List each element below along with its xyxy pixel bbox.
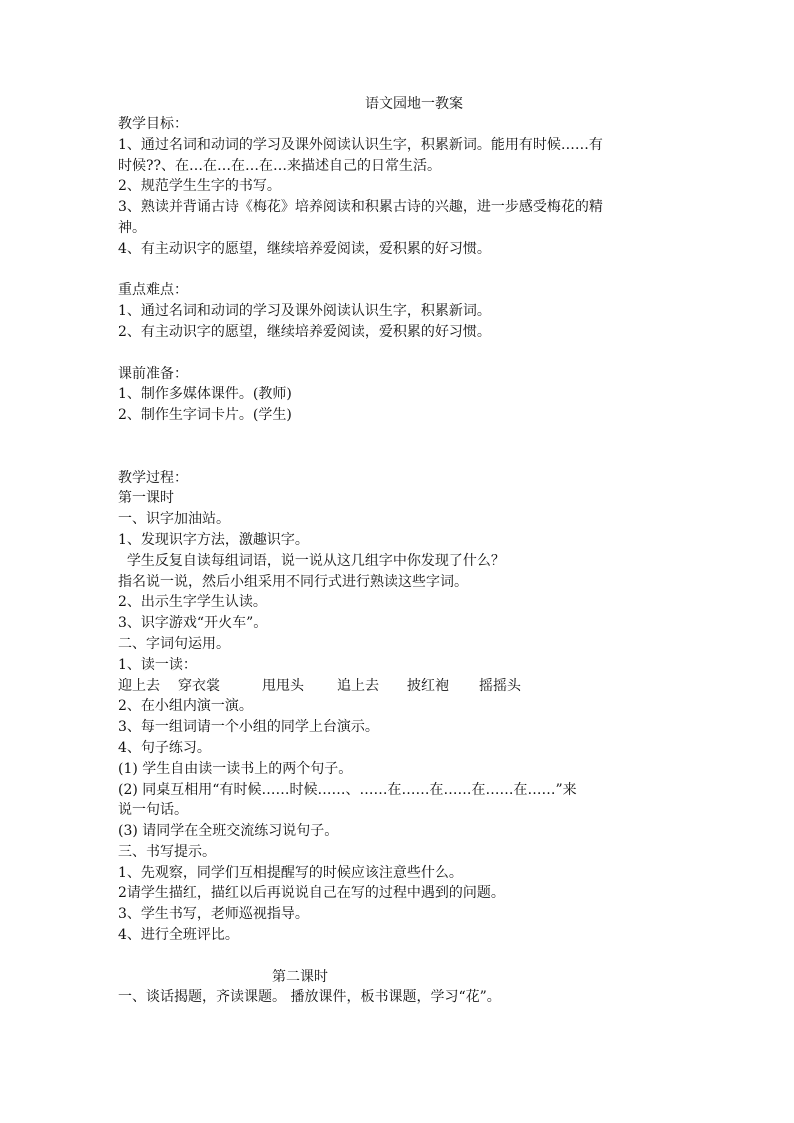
goal-line: 时候??、在…在…在…在…来描述自己的日常生活。	[118, 157, 442, 174]
preparation-heading: 课前准备：	[118, 365, 188, 382]
process-line: (3) 请同学在全班交流练习说句子。	[118, 823, 339, 840]
process-line: 二、字词句运用。	[118, 635, 230, 652]
document-title: 语文园地一教案	[365, 96, 463, 112]
spacer	[118, 343, 680, 364]
spacer	[118, 946, 680, 967]
word-item: 披红袍	[407, 677, 449, 694]
word-item: 迎上去	[118, 677, 160, 694]
process-line: 说一句话。	[118, 802, 188, 819]
word-item: 追上去	[337, 677, 379, 694]
process-line: 2、出示生字学生认读。	[118, 594, 267, 611]
spacer	[118, 260, 680, 281]
process-line: 3、每一组词请一个小组的同学上台演示。	[118, 719, 379, 736]
process-line: 指名说一说，然后小组采用不同行式进行熟读这些字词。	[118, 573, 468, 590]
process-line: 2、在小组内演一演。	[118, 698, 253, 715]
goal-line: 1、通过名词和动词的学习及课外阅读认识生字，积累新词。能用有时候……有	[118, 136, 603, 153]
process-line: (1) 学生自由读一读书上的两个句子。	[118, 760, 353, 777]
goals-heading: 教学目标：	[118, 116, 188, 132]
spacer	[118, 426, 680, 468]
goal-line: 3、熟读并背诵古诗《梅花》培养阅读和积累古诗的兴趣，进一步感受梅花的精	[118, 199, 603, 216]
process-line: 4、进行全班评比。	[118, 927, 239, 944]
process-line: 学生反复自读每组词语，说一说从这几组字中你发现了什么？	[118, 552, 505, 569]
word-item: 摇摇头	[479, 677, 521, 694]
process-line: 4、句子练习。	[118, 739, 211, 756]
goal-line: 神。	[118, 219, 146, 236]
second-lesson-line: 一、谈话揭题，齐读课题。 播放课件，板书课题，学习“花”。	[118, 989, 501, 1006]
goals-list	[118, 135, 680, 260]
key-points-heading: 重点难点：	[118, 282, 188, 299]
process-line: 2请学生描红，描红以后再说说自己在写的过程中遇到的问题。	[118, 885, 505, 902]
key-point-line: 1、通过名词和动词的学习及课外阅读认识生字，积累新词。	[118, 303, 491, 320]
preparation-line: 2、制作生字词卡片。(学生)	[118, 407, 292, 424]
word-item: 穿衣裳	[178, 677, 220, 694]
process-line: 一、识字加油站。	[118, 511, 230, 528]
process-line: 3、识字游戏“开火车”。	[118, 615, 268, 632]
second-lesson-heading: 第二课时	[272, 968, 328, 985]
process-heading: 教学过程：	[118, 469, 188, 486]
process-line: 1、发现识字方法，激趣识字。	[118, 531, 309, 548]
process-line: 三、书写提示。	[118, 843, 216, 860]
goal-line: 4、有主动识字的愿望，继续培养爱阅读，爱积累的好习惯。	[118, 240, 491, 257]
goal-line: 2、规范学生生字的书写。	[118, 178, 281, 195]
process-line: 3、学生书写，老师巡视指导。	[118, 906, 309, 923]
lesson-plan-page	[118, 94, 680, 1008]
process-line: (2) 同桌互相用“有时候……时候……、……在……在……在……在……”来	[118, 781, 577, 798]
word-list-row	[118, 676, 680, 697]
preparation-line: 1、制作多媒体课件。(教师)	[118, 386, 292, 403]
key-point-line: 2、有主动识字的愿望，继续培养爱阅读，爱积累的好习惯。	[118, 323, 491, 340]
process-line: 1、读一读：	[118, 656, 197, 673]
process-line: 1、先观察，同学们互相提醒写的时候应该注意些什么。	[118, 864, 463, 881]
process-line: 第一课时	[118, 490, 174, 507]
word-item: 甩甩头	[262, 677, 304, 694]
